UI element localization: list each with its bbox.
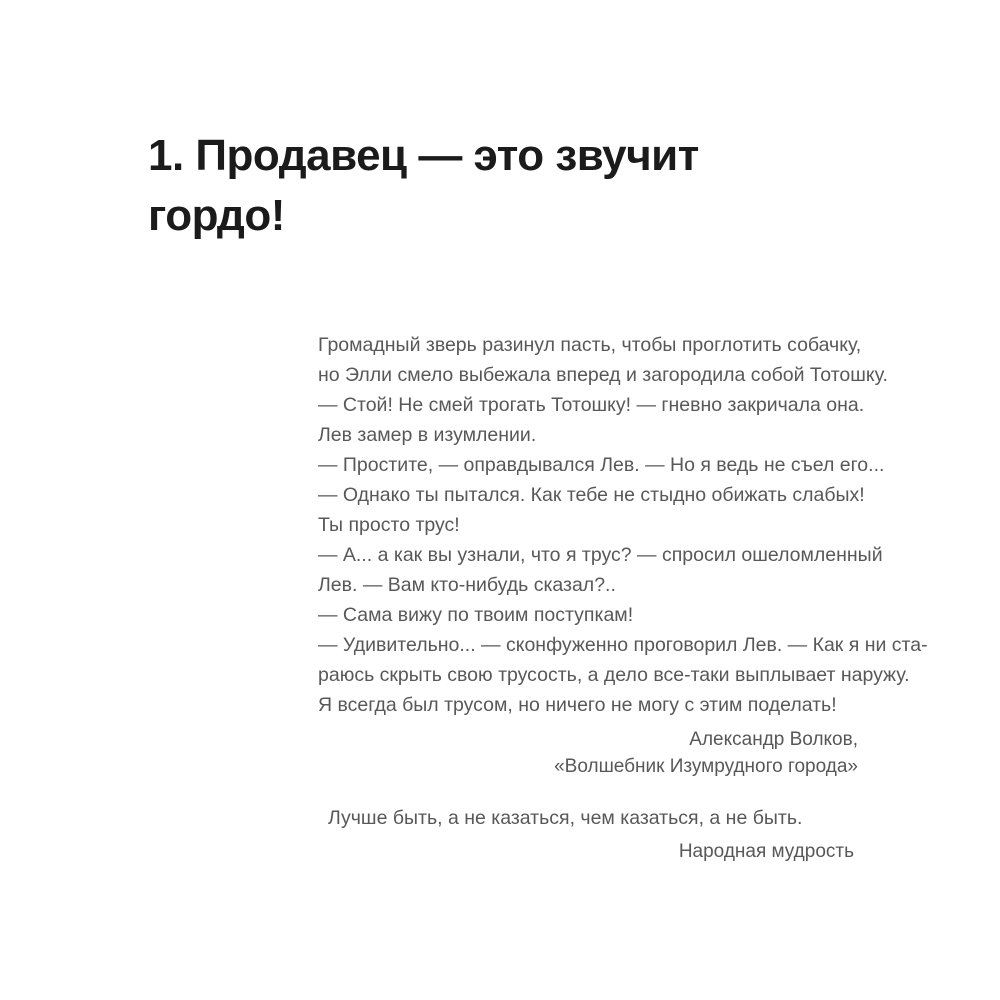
epigraph-attribution-source: «Волшебник Изумрудного города» (554, 756, 858, 777)
epigraph-line: — Удивительно... — сконфуженно проговорил Лев. — Как я ни ста- (318, 634, 928, 656)
epigraph-line: — Простите, — оправдывался Лев. — Но я ведь не съел его... (318, 454, 885, 476)
chapter-title-line-1: 1. Продавец — это звучит (148, 131, 699, 180)
epigraph-line: Лев. — Вам кто-нибудь сказал?.. (318, 574, 616, 596)
proverb-text: Лучше быть, а не казаться, чем казаться, а не быть. (328, 807, 803, 829)
epigraph-attribution-author: Александр Волков, (689, 729, 858, 750)
epigraph-line: Громадный зверь разинул пасть, чтобы проглотить собачку, (318, 334, 862, 356)
epigraph-attribution (318, 726, 858, 780)
proverb-attribution: Народная мудрость (678, 841, 854, 862)
epigraph-line: Я всегда был трусом, но ничего не могу с этим поделать! (318, 694, 837, 716)
chapter-title-line-2: гордо! (148, 191, 285, 240)
epigraph-line: раюсь скрыть свою трусость, а дело все-таки выплывает наружу. (318, 664, 910, 686)
epigraph-line: Ты просто трус! (318, 514, 460, 536)
epigraph-line: — А... а как вы узнали, что я трус? — спросил ошеломленный (318, 544, 883, 566)
epigraph-line: но Элли смело выбежала вперед и загородила собой Тотошку. (318, 364, 888, 386)
epigraph-line: — Стой! Не смей трогать Тотошку! — гневно закричала она. (318, 394, 865, 416)
epigraph-line: — Однако ты пытался. Как тебе не стыдно обижать слабых! (318, 484, 865, 506)
epigraph-line: Лев замер в изумлении. (318, 424, 537, 446)
chapter-title (148, 126, 848, 246)
epigraph-quote (318, 330, 928, 720)
epigraph-line: — Сама вижу по твоим поступкам! (318, 604, 634, 626)
